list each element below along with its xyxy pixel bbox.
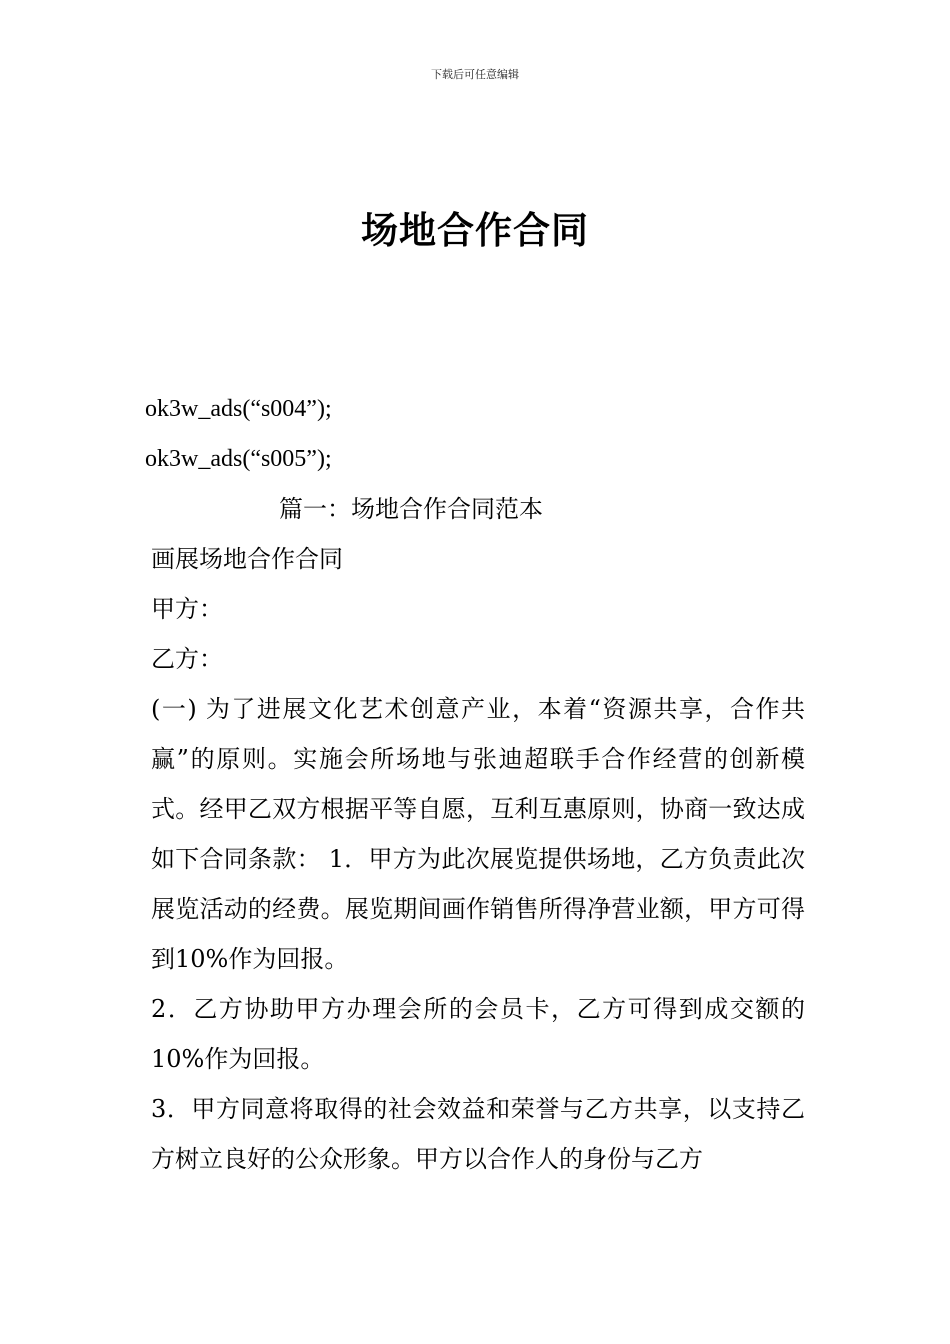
party-b-label: 乙方： xyxy=(151,645,223,673)
code-line-2: ok3w_ads(“s005”); xyxy=(145,446,332,472)
page-header-note: 下载后可任意编辑 xyxy=(431,68,519,81)
paragraph-1: (一) 为了进展文化艺术创意产业，本着“资源共享，合作共赢”的原则。实施会所场地与张迪超联手合作经营的创新模式。经甲乙双方根据平等自愿，互利互惠原则，协商一致达成如下合同条款： 1．甲方为此次展览提供场地，乙方负责此次展览活动的经费。展览期间画作销售所得净营业额，甲方可得到10%作为回报。 xyxy=(151,695,805,973)
code-line-1: ok3w_ads(“s004”); xyxy=(145,396,332,422)
document-title: 场地合作合同 xyxy=(361,208,589,252)
document-body xyxy=(145,384,805,1184)
paragraph-2: 2．乙方协助甲方办理会所的会员卡，乙方可得到成交额的10%作为回报。 xyxy=(151,995,805,1073)
paragraph-3: 3．甲方同意将取得的社会效益和荣誉与乙方共享，以支持乙方树立良好的公众形象。甲方以合作人的身份与乙方 xyxy=(151,1095,805,1173)
chapter-heading: 篇一：场地合作合同范本 xyxy=(279,495,543,523)
party-a-label: 甲方： xyxy=(151,595,223,623)
contract-subtitle: 画展场地合作合同 xyxy=(151,545,343,573)
